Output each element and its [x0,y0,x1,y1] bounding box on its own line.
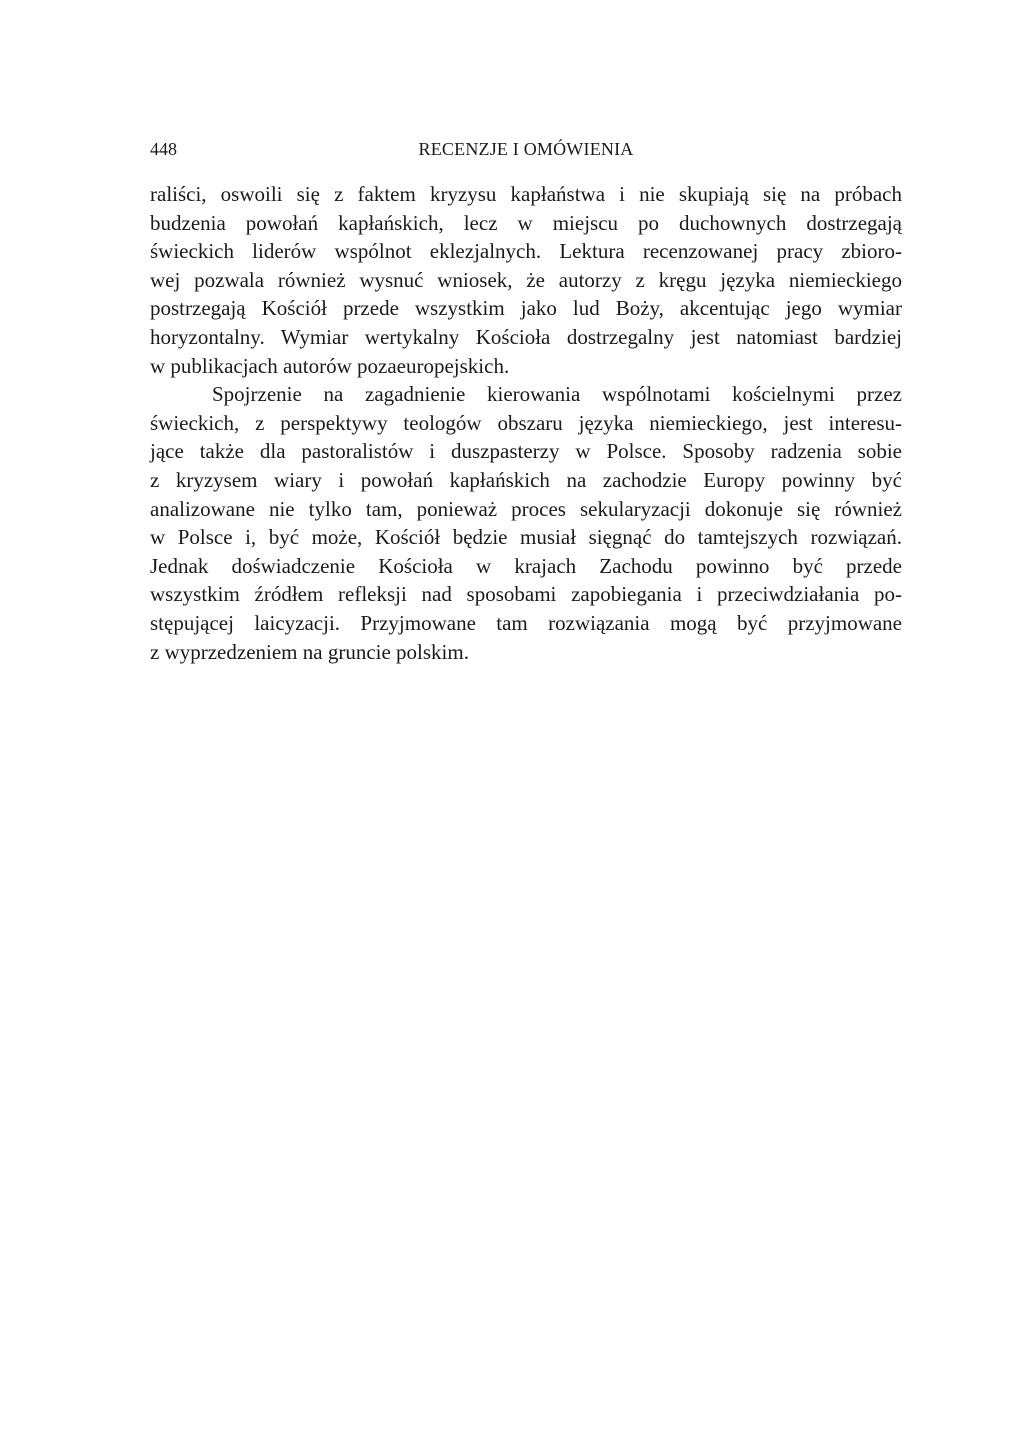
text-line: z kryzysem wiary i powołań kapłańskich na zachodzie Europy powinny być [150,467,902,492]
text-line: budzenia powołań kapłańskich, lecz w miejscu po duchownych dostrzegają [150,210,902,235]
text-line: analizowane nie tylko tam, ponieważ proces sekularyzacji dokonuje się również [150,496,902,521]
text-line: z wyprzedzeniem na gruncie polskim. [150,639,469,664]
text-line: jące także dla pastoralistów i duszpasterzy w Polsce. Sposoby radzenia sobie [150,439,902,464]
text-line: horyzontalny. Wymiar wertykalny Kościoła dostrzegalny jest natomiast bardziej [150,324,902,349]
text-line: wej pozwala również wysnuć wniosek, że autorzy z kręgu języka niemieckiego [150,267,902,292]
body-text [150,180,902,666]
text-line: postrzegają Kościół przede wszystkim jako lud Boży, akcentując jego wymiar [150,296,902,321]
text-line: świeckich liderów wspólnot eklezjalnych. Lektura recenzowanej pracy zbioro- [150,239,902,264]
text-line: w publikacjach autorów pozaeuropejskich. [150,353,510,378]
running-head [150,134,902,164]
text-line: raliści, oswoili się z faktem kryzysu kapłaństwa i nie skupiają się na próbach [150,182,902,206]
page-number: 448 [150,139,177,159]
paragraph-2 [150,380,902,666]
paragraph-1 [150,180,902,380]
text-line: wszystkim źródłem refleksji nad sposobami zapobiegania i przeciwdziałania po- [150,582,902,607]
text-line: świeckich, z perspektywy teologów obszaru języka niemieckiego, jest interesu- [150,410,902,435]
section-title: RECENZJE I OMÓWIENIA [418,139,634,159]
text-line: Spojrzenie na zagadnienie kierowania wspólnotami kościelnymi przez [212,382,902,407]
page [150,134,902,666]
text-line: w Polsce i, być może, Kościół będzie musiał sięgnąć do tamtejszych rozwiązań. [150,525,902,550]
text-line: stępującej laicyzacji. Przyjmowane tam rozwiązania mogą być przyjmowane [150,610,902,635]
text-line: Jednak doświadczenie Kościoła w krajach Zachodu powinno być przede [150,553,902,578]
